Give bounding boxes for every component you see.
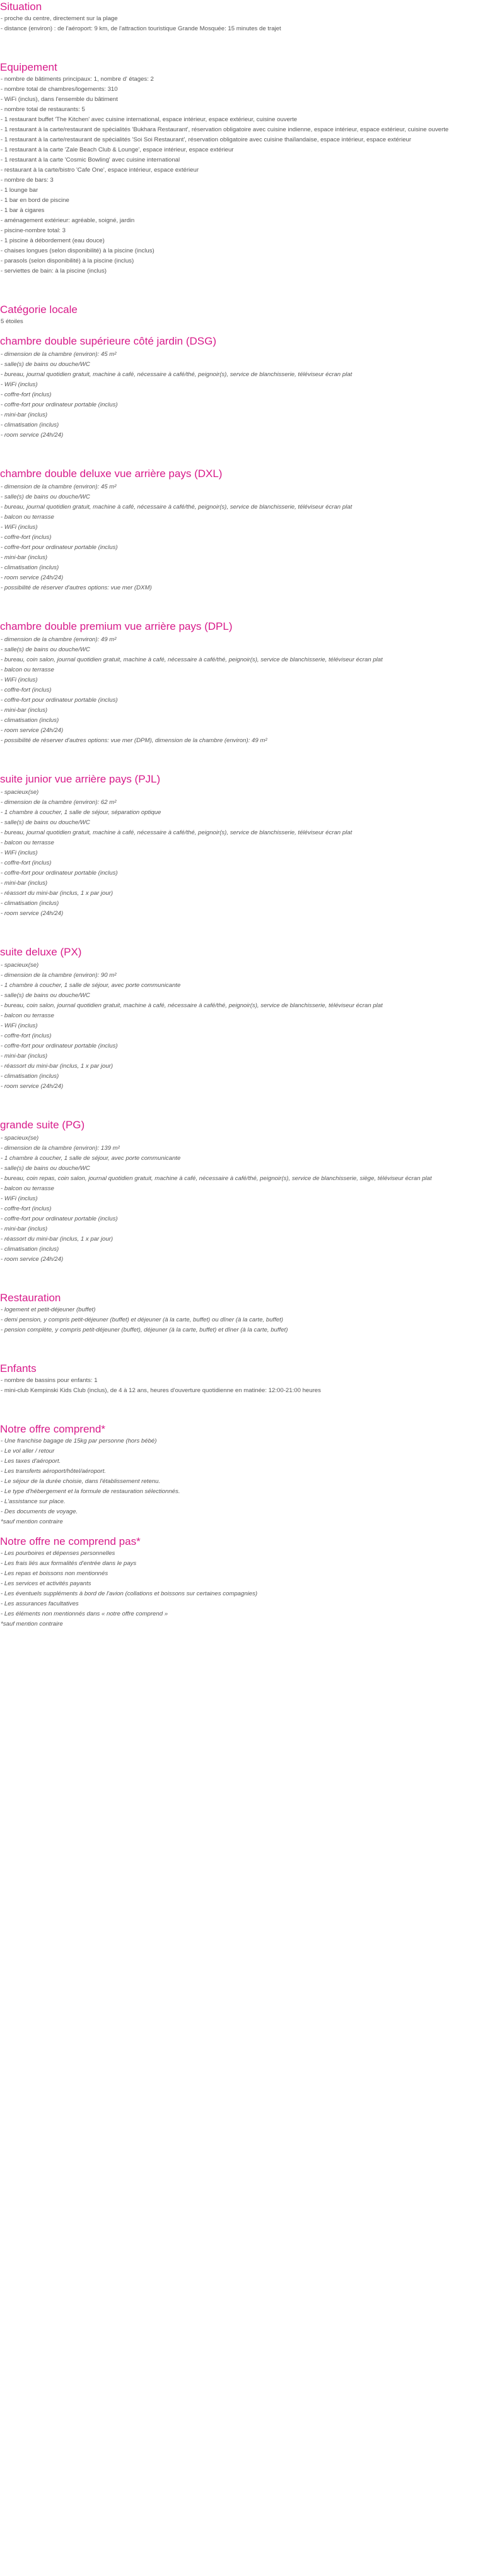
list-item: - WiFi (inclus) <box>1 849 38 856</box>
list-item: - dimension de la chambre (environ): 49 m² <box>1 636 117 643</box>
list-item: - spacieux(se) <box>1 789 39 796</box>
section-items <box>0 317 478 327</box>
section-items <box>0 1549 478 1629</box>
list-item: - salle(s) de bains ou douche/WC <box>1 1165 90 1172</box>
list-item: - salle(s) de bains ou douche/WC <box>1 992 90 999</box>
list-item: - Le vol aller / retour <box>1 1448 55 1455</box>
list-item: - climatisation (inclus) <box>1 1073 59 1080</box>
list-item: - dimension de la chambre (environ): 139 m² <box>1 1145 120 1152</box>
list-item: - WiFi (inclus) <box>1 381 38 388</box>
room-section <box>0 772 478 919</box>
section-title: Catégorie locale <box>0 304 78 316</box>
list-item: - salle(s) de bains ou douche/WC <box>1 646 90 653</box>
list-item: - bureau, journal quotidien gratuit, machine à café, nécessaire à café/thé, peignoir(s), service de blanchisserie, téléviseur écran plat <box>1 371 353 378</box>
list-item: - dimension de la chambre (environ): 90 m² <box>1 972 117 979</box>
list-item: - coffre-fort pour ordinateur portable (inclus) <box>1 1043 118 1049</box>
list-item: - parasols (selon disponibilité) à la piscine (inclus) <box>1 257 134 264</box>
list-item: - piscine-nombre total: 3 <box>1 227 66 234</box>
list-item: - bureau, coin salon, journal quotidien gratuit, machine à café, nécessaire à café/thé, peignoir(s), service de blanchisserie, téléviseur écran plat <box>1 1002 383 1009</box>
restauration-section <box>0 1291 478 1335</box>
list-item: - mini-club Kempinski Kids Club (inclus), de 4 à 12 ans, heures d'ouverture quotidienne en matinée: 12:00-21:00 heures <box>1 1387 321 1394</box>
list-item: - mini-bar (inclus) <box>1 411 48 418</box>
list-item: - room service (24h/24) <box>1 574 64 581</box>
room-section <box>0 467 478 593</box>
room-items <box>0 350 478 440</box>
list-item: - climatisation (inclus) <box>1 717 59 724</box>
list-item: - Les éventuels suppléments à bord de l'avion (collations et boissons sur certaines compagnies) <box>1 1590 258 1597</box>
room-items <box>0 635 478 746</box>
list-item: - coffre-fort pour ordinateur portable (inclus) <box>1 544 118 551</box>
list-item: - 1 restaurant à la carte/restaurant de spécialités 'Soi Soi Restaurant', réservation obligatoire avec cuisine thaïlandaise, espace intérieur, espace extérieur <box>1 136 412 143</box>
list-item: - réassort du mini-bar (inclus, 1 x par jour) <box>1 1063 114 1070</box>
list-item: - 1 bar en bord de piscine <box>1 197 69 204</box>
room-title: grande suite (PG) <box>0 1119 85 1131</box>
list-item: - balcon ou terrasse <box>1 514 54 521</box>
list-item: - Les pourboires et dépenses personnelles <box>1 1550 115 1557</box>
list-item: - salle(s) de bains ou douche/WC <box>1 361 90 368</box>
list-item: - possibilité de réserver d'autres options: vue mer (DPM), dimension de la chambre (environ): 49 m² <box>1 737 267 744</box>
list-item: - coffre-fort pour ordinateur portable (inclus) <box>1 1215 118 1222</box>
list-item: - Une franchise bagage de 15kg par personne (hors bébé) <box>1 1438 157 1445</box>
list-item: - 1 chambre à coucher, 1 salle de séjour, séparation optique <box>1 809 161 816</box>
list-item: - restaurant à la carte/bistro 'Cafe One', espace intérieur, espace extérieur <box>1 167 199 174</box>
offre-ne-comprend-pas-section <box>0 1535 478 1629</box>
list-item: - coffre-fort (inclus) <box>1 391 52 398</box>
list-item: - mini-bar (inclus) <box>1 1053 48 1060</box>
list-item: - Les assurances facultatives <box>1 1600 79 1607</box>
list-item: - nombre de bassins pour enfants: 1 <box>1 1377 98 1384</box>
list-item: - climatisation (inclus) <box>1 1246 59 1253</box>
list-item: - nombre total de chambres/logements: 310 <box>1 86 118 93</box>
list-item: - coffre-fort (inclus) <box>1 687 52 694</box>
list-item: - climatisation (inclus) <box>1 564 59 571</box>
list-item: - WiFi (inclus) <box>1 676 38 683</box>
list-item: - nombre de bars: 3 <box>1 177 54 184</box>
list-item: - réassort du mini-bar (inclus, 1 x par jour) <box>1 890 114 897</box>
list-item: - room service (24h/24) <box>1 727 64 734</box>
list-item: - coffre-fort (inclus) <box>1 860 52 866</box>
section-items <box>0 1376 478 1396</box>
list-item: 5 étoiles <box>1 318 23 325</box>
list-item: - aménagement extérieur: agréable, soigné, jardin <box>1 217 135 224</box>
list-item: - Les transferts aéroport/hôtel/aéroport. <box>1 1468 106 1475</box>
list-item: - coffre-fort (inclus) <box>1 534 52 541</box>
list-item: - room service (24h/24) <box>1 910 64 917</box>
list-item: - coffre-fort pour ordinateur portable (inclus) <box>1 401 118 408</box>
list-item: - salle(s) de bains ou douche/WC <box>1 819 90 826</box>
list-item: - logement et petit-déjeuner (buffet) <box>1 1306 96 1313</box>
room-title: suite junior vue arrière pays (PJL) <box>0 773 161 785</box>
list-item: - Les taxes d'aéroport. <box>1 1458 61 1465</box>
section-items <box>0 14 478 34</box>
list-item: - Les éléments non mentionnés dans « notre offre comprend » <box>1 1610 168 1617</box>
list-item: - balcon ou terrasse <box>1 666 54 673</box>
list-item: - WiFi (inclus) <box>1 1195 38 1202</box>
list-item: - salle(s) de bains ou douche/WC <box>1 493 90 500</box>
list-item: - mini-bar (inclus) <box>1 880 48 887</box>
list-item: - 1 chambre à coucher, 1 salle de séjour, avec porte communicante <box>1 982 181 989</box>
list-item: - dimension de la chambre (environ): 45 m² <box>1 351 117 358</box>
list-item: - spacieux(se) <box>1 1135 39 1142</box>
categorie-section <box>0 303 478 327</box>
list-item: - Les repas et boissons non mentionnés <box>1 1570 108 1577</box>
room-title: chambre double premium vue arrière pays (DPL) <box>0 620 233 632</box>
section-items <box>0 74 478 276</box>
section-title: Notre offre ne comprend pas* <box>0 1535 141 1547</box>
list-item: - possibilité de réserver d'autres options: vue mer (DXM) <box>1 584 152 591</box>
list-item: - nombre de bâtiments principaux: 1, nombre d' étages: 2 <box>1 76 154 83</box>
list-item: - mini-bar (inclus) <box>1 707 48 714</box>
offre-comprend-section <box>0 1422 478 1527</box>
list-item: - WiFi (inclus) <box>1 1022 38 1029</box>
list-item: - Les services et activités payants <box>1 1580 91 1587</box>
list-item: - bureau, coin salon, journal quotidien gratuit, machine à café, nécessaire à café/thé, peignoir(s), service de blanchisserie, téléviseur écran plat <box>1 656 383 663</box>
room-title: suite deluxe (PX) <box>0 946 82 958</box>
situation-section <box>0 0 478 34</box>
section-title: Notre offre comprend* <box>0 1423 105 1435</box>
list-item: - climatisation (inclus) <box>1 900 59 907</box>
list-item: *sauf mention contraire <box>1 1621 63 1628</box>
room-section <box>0 945 478 1092</box>
list-item: - serviettes de bain: à la piscine (inclus) <box>1 268 107 275</box>
list-item: - bureau, journal quotidien gratuit, machine à café, nécessaire à café/thé, peignoir(s), service de blanchisserie, téléviseur écran plat <box>1 504 353 511</box>
section-title: Restauration <box>0 1292 61 1304</box>
enfants-section <box>0 1362 478 1396</box>
list-item: - mini-bar (inclus) <box>1 554 48 561</box>
list-item: - coffre-fort pour ordinateur portable (inclus) <box>1 697 118 704</box>
list-item: - proche du centre, directement sur la plage <box>1 15 118 22</box>
list-item: - bureau, coin repas, coin salon, journal quotidien gratuit, machine à café, nécessaire à café/thé, peignoir(s), service de blanchisserie, siège, téléviseur écran plat <box>1 1175 432 1182</box>
section-title: Enfants <box>0 1362 37 1374</box>
list-item: - L'assistance sur place. <box>1 1498 66 1505</box>
list-item: - 1 lounge bar <box>1 187 38 194</box>
section-items <box>0 1305 478 1335</box>
list-item: - mini-bar (inclus) <box>1 1226 48 1232</box>
list-item: - réassort du mini-bar (inclus, 1 x par jour) <box>1 1236 114 1243</box>
list-item: - dimension de la chambre (environ): 62 m² <box>1 799 117 806</box>
list-item: - 1 restaurant à la carte/restaurant de spécialités 'Bukhara Restaurant', réservation obligatoire avec cuisine indienne, espace intérieur, espace extérieur, cuisine ouverte <box>1 126 449 133</box>
room-title: chambre double supérieure côté jardin (DSG) <box>0 335 217 347</box>
list-item: - room service (24h/24) <box>1 1083 64 1090</box>
room-items <box>0 960 478 1092</box>
list-item: - nombre total de restaurants: 5 <box>1 106 85 113</box>
room-section <box>0 1118 478 1265</box>
section-title: Situation <box>0 1 42 13</box>
room-items <box>0 788 478 919</box>
room-title: chambre double deluxe vue arrière pays (DXL) <box>0 468 223 480</box>
section-title: Equipement <box>0 61 57 73</box>
room-section <box>0 334 478 440</box>
list-item: - WiFi (inclus), dans l'ensemble du bâtiment <box>1 96 118 103</box>
list-item: - balcon ou terrasse <box>1 839 54 846</box>
list-item: - Le séjour de la durée choisie, dans l'établissement retenu. <box>1 1478 161 1485</box>
room-items <box>0 1133 478 1265</box>
list-item: - 1 restaurant buffet 'The Kitchen' avec cuisine international, espace intérieur, espace extérieur, cuisine ouverte <box>1 116 298 123</box>
list-item: - 1 chambre à coucher, 1 salle de séjour, avec porte communicante <box>1 1155 181 1162</box>
list-item: - WiFi (inclus) <box>1 524 38 531</box>
list-item: - chaises longues (selon disponibilité) à la piscine (inclus) <box>1 247 154 254</box>
list-item: *sauf mention contraire <box>1 1518 63 1525</box>
list-item: - room service (24h/24) <box>1 432 64 439</box>
list-item: - distance (environ) : de l'aéroport: 9 km, de l'attraction touristique Grande Mosquée: 15 minutes de trajet <box>1 25 281 32</box>
list-item: - balcon ou terrasse <box>1 1185 54 1192</box>
list-item: - climatisation (inclus) <box>1 422 59 428</box>
list-item: - coffre-fort (inclus) <box>1 1205 52 1212</box>
list-item: - 1 restaurant à la carte 'Zale Beach Club & Lounge', espace intérieur, espace extérieur <box>1 146 234 153</box>
room-section <box>0 620 478 746</box>
room-items <box>0 482 478 593</box>
list-item: - 1 restaurant à la carte 'Cosmic Bowling' avec cuisine international <box>1 157 180 163</box>
list-item: - coffre-fort (inclus) <box>1 1032 52 1039</box>
list-item: - demi pension, y compris petit-déjeuner (buffet) et déjeuner (à la carte, buffet) ou dîner (à la carte, buffet) <box>1 1316 283 1323</box>
rooms-container <box>0 334 478 1291</box>
list-item: - spacieux(se) <box>1 962 39 969</box>
list-item: - Les frais liés aux formalités d'entrée dans le pays <box>1 1560 137 1567</box>
list-item: - coffre-fort pour ordinateur portable (inclus) <box>1 870 118 877</box>
list-item: - 1 piscine à débordement (eau douce) <box>1 237 105 244</box>
list-item: - pension complète, y compris petit-déjeuner (buffet), déjeuner (à la carte, buffet) et dîner (à la carte, buffet) <box>1 1326 288 1333</box>
list-item: - Le type d'hébergement et la formule de restauration sélectionnés. <box>1 1488 180 1495</box>
list-item: - 1 bar à cigares <box>1 207 45 214</box>
list-item: - balcon ou terrasse <box>1 1012 54 1019</box>
list-item: - bureau, journal quotidien gratuit, machine à café, nécessaire à café/thé, peignoir(s), service de blanchisserie, téléviseur écran plat <box>1 829 353 836</box>
list-item: - dimension de la chambre (environ): 45 m² <box>1 483 117 490</box>
list-item: - room service (24h/24) <box>1 1256 64 1263</box>
section-items <box>0 1436 478 1527</box>
list-item: - Des documents de voyage. <box>1 1508 78 1515</box>
equipement-section <box>0 61 478 276</box>
